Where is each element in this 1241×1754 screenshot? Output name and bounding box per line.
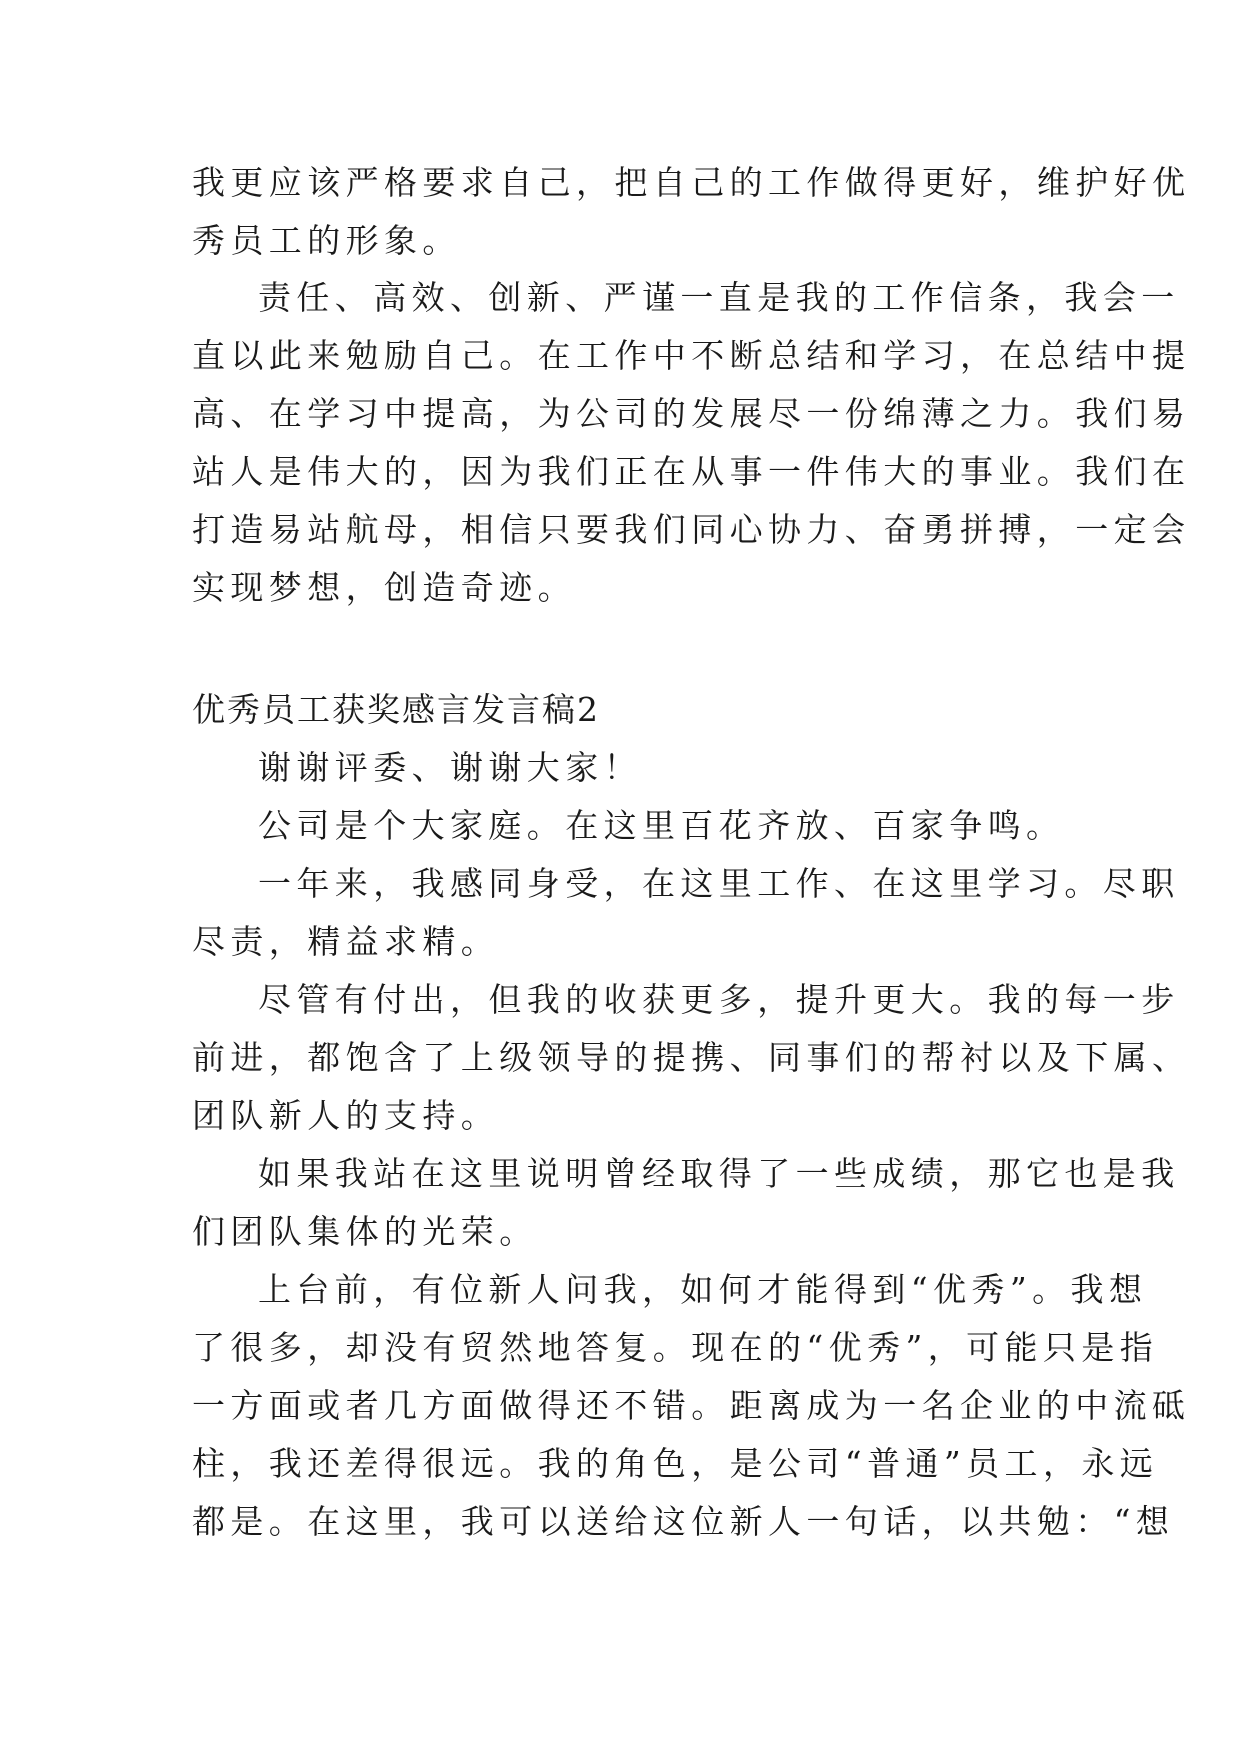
paragraph-line: 高、在学习中提高，为公司的发展尽一份绵薄之力。我们易 [192,394,1191,433]
paragraph-line: 直以此来勉励自己。在工作中不断总结和学习，在总结中提 [192,336,1191,375]
paragraph-line: 站人是伟大的，因为我们正在从事一件伟大的事业。我们在 [192,452,1191,491]
paragraph-line: 公司是个大家庭。在这里百花齐放、百家争鸣。 [258,806,1065,845]
paragraph-line: 责任、高效、创新、严谨一直是我的工作信条，我会一 [258,278,1180,317]
paragraph-line: 了很多，却没有贸然地答复。现在的“优秀”，可能只是指 [192,1328,1159,1367]
paragraph-line: 秀员工的形象。 [192,221,461,260]
paragraph-line: 都是。在这里，我可以送给这位新人一句话，以共勉：“想 [192,1502,1175,1541]
paragraph-line: 如果我站在这里说明曾经取得了一些成绩，那它也是我 [258,1154,1180,1193]
paragraph-line: 上台前，有位新人问我，如何才能得到“优秀”。我想 [258,1270,1148,1309]
paragraph-line: 一年来，我感同身受，在这里工作、在这里学习。尽职 [258,864,1180,903]
paragraph-line: 们团队集体的光荣。 [192,1212,538,1251]
paragraph-line: 实现梦想，创造奇迹。 [192,568,576,607]
paragraph-line: 我更应该严格要求自己，把自己的工作做得更好，维护好优 [192,163,1191,202]
section-heading: 优秀员工获奖感言发言稿2 [192,690,600,729]
paragraph-line: 尽责，精益求精。 [192,922,500,961]
paragraph-line: 打造易站航母，相信只要我们同心协力、奋勇拼搏，一定会 [192,510,1191,549]
paragraph-line: 前进，都饱含了上级领导的提携、同事们的帮衬以及下属、 [192,1038,1191,1077]
paragraph-line: 团队新人的支持。 [192,1096,500,1135]
paragraph-line: 柱，我还差得很远。我的角色，是公司“普通”员工，永远 [192,1444,1159,1483]
paragraph-line: 谢谢评委、谢谢大家！ [258,748,642,787]
paragraph-line: 一方面或者几方面做得还不错。距离成为一名企业的中流砥 [192,1386,1191,1425]
paragraph-line: 尽管有付出，但我的收获更多，提升更大。我的每一步 [258,980,1180,1019]
